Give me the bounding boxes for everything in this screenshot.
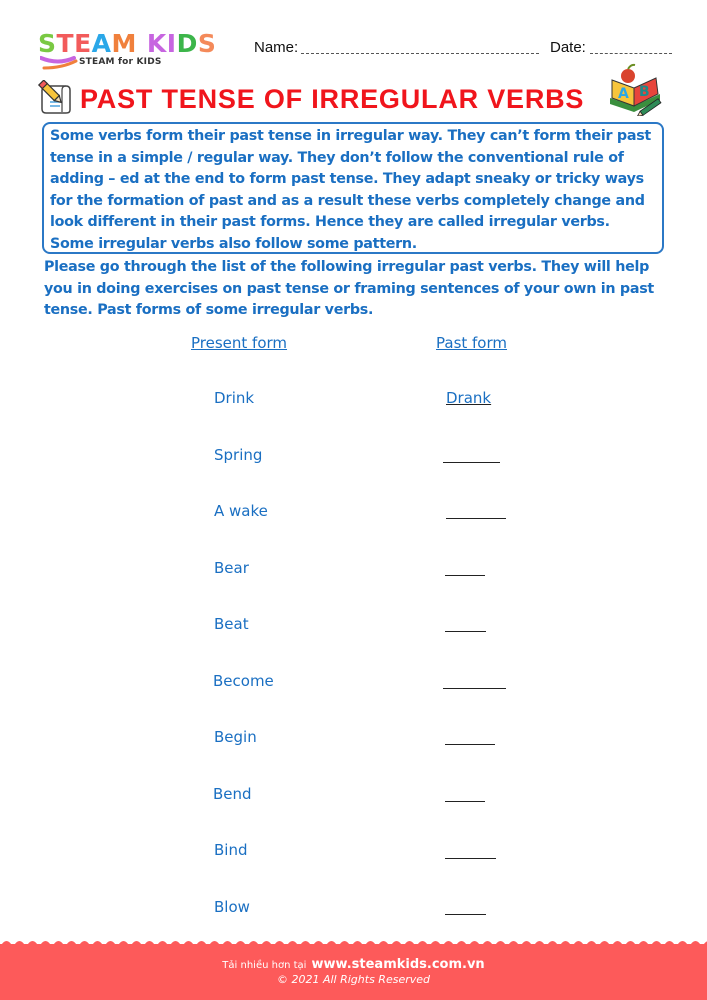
logo-wordmark bbox=[38, 30, 216, 58]
answer-blank[interactable] bbox=[445, 858, 496, 859]
abc-book-apple-icon bbox=[606, 60, 664, 116]
logo-letter: K bbox=[146, 29, 167, 58]
page-title: PAST TENSE OF IRREGULAR VERBS bbox=[80, 84, 585, 114]
answer-blank[interactable] bbox=[445, 801, 485, 802]
present-verb: Begin bbox=[214, 728, 257, 746]
date-label: Date: bbox=[550, 39, 586, 56]
pencil-paper-icon bbox=[36, 80, 74, 116]
instructions-text: Please go through the list of the following irregular past verbs. They will help you in doing exercises on past tense or framing sentences of your own in past tense. Past forms of some irregular verbs. bbox=[44, 259, 654, 318]
present-verb: Bend bbox=[213, 785, 252, 803]
answer-blank[interactable] bbox=[445, 631, 486, 632]
intro-text: Some verbs form their past tense in irregular way. They can’t form their past tense in a simple / regular way. They don’t follow the conventional rule of adding – ed at the end to form past tense. They adapt sneaky or tricky ways for the formation of past and as a result these verbs completely change and look different in their past forms. Hence they are called irregular verbs. Some irregular verbs also follow some pattern. bbox=[50, 128, 651, 252]
present-verb: Blow bbox=[214, 898, 250, 916]
present-verb: Spring bbox=[214, 446, 263, 464]
answer-blank[interactable] bbox=[443, 462, 500, 463]
footer-copyright: © 2021 All Rights Reserved bbox=[276, 973, 430, 986]
logo-letter: T bbox=[56, 29, 75, 58]
logo-letter: S bbox=[197, 29, 217, 58]
logo-letter: A bbox=[91, 29, 112, 58]
svg-text:A: A bbox=[618, 86, 629, 102]
logo-letter: E bbox=[74, 29, 92, 58]
present-form-header: Present form bbox=[191, 334, 288, 352]
present-verb: Bear bbox=[214, 559, 249, 577]
name-field[interactable] bbox=[301, 53, 539, 54]
name-label: Name: bbox=[254, 39, 299, 56]
present-verb: Bind bbox=[214, 841, 248, 859]
present-verb: Beat bbox=[214, 615, 249, 633]
logo-tagline: STEAM for KIDS bbox=[79, 57, 162, 67]
present-verb: Drink bbox=[214, 389, 255, 407]
answer-blank[interactable] bbox=[445, 914, 486, 915]
steam-kids-logo bbox=[38, 30, 238, 70]
logo-letter: D bbox=[176, 29, 198, 58]
logo-letter: S bbox=[38, 29, 57, 58]
footer-website-link[interactable]: www.steamkids.com.vn bbox=[311, 957, 485, 972]
intro-box bbox=[42, 122, 664, 254]
answer-blank[interactable] bbox=[443, 688, 506, 689]
footer-download-line bbox=[0, 953, 707, 972]
footer-prefix: Tải nhiều hơn tại bbox=[222, 960, 307, 971]
answer-blank[interactable] bbox=[445, 744, 495, 745]
svg-text:B: B bbox=[639, 84, 650, 100]
logo-swoosh-icon bbox=[40, 55, 80, 71]
answer-blank[interactable] bbox=[446, 518, 506, 519]
logo-letter: I bbox=[166, 29, 177, 58]
date-field[interactable] bbox=[590, 53, 672, 54]
present-verb: A wake bbox=[214, 502, 268, 520]
past-answer[interactable]: Drank bbox=[446, 389, 492, 407]
present-verb: Become bbox=[213, 672, 274, 690]
logo-letter: M bbox=[111, 29, 137, 58]
answer-blank[interactable] bbox=[445, 575, 485, 576]
past-form-header: Past form bbox=[436, 334, 508, 352]
